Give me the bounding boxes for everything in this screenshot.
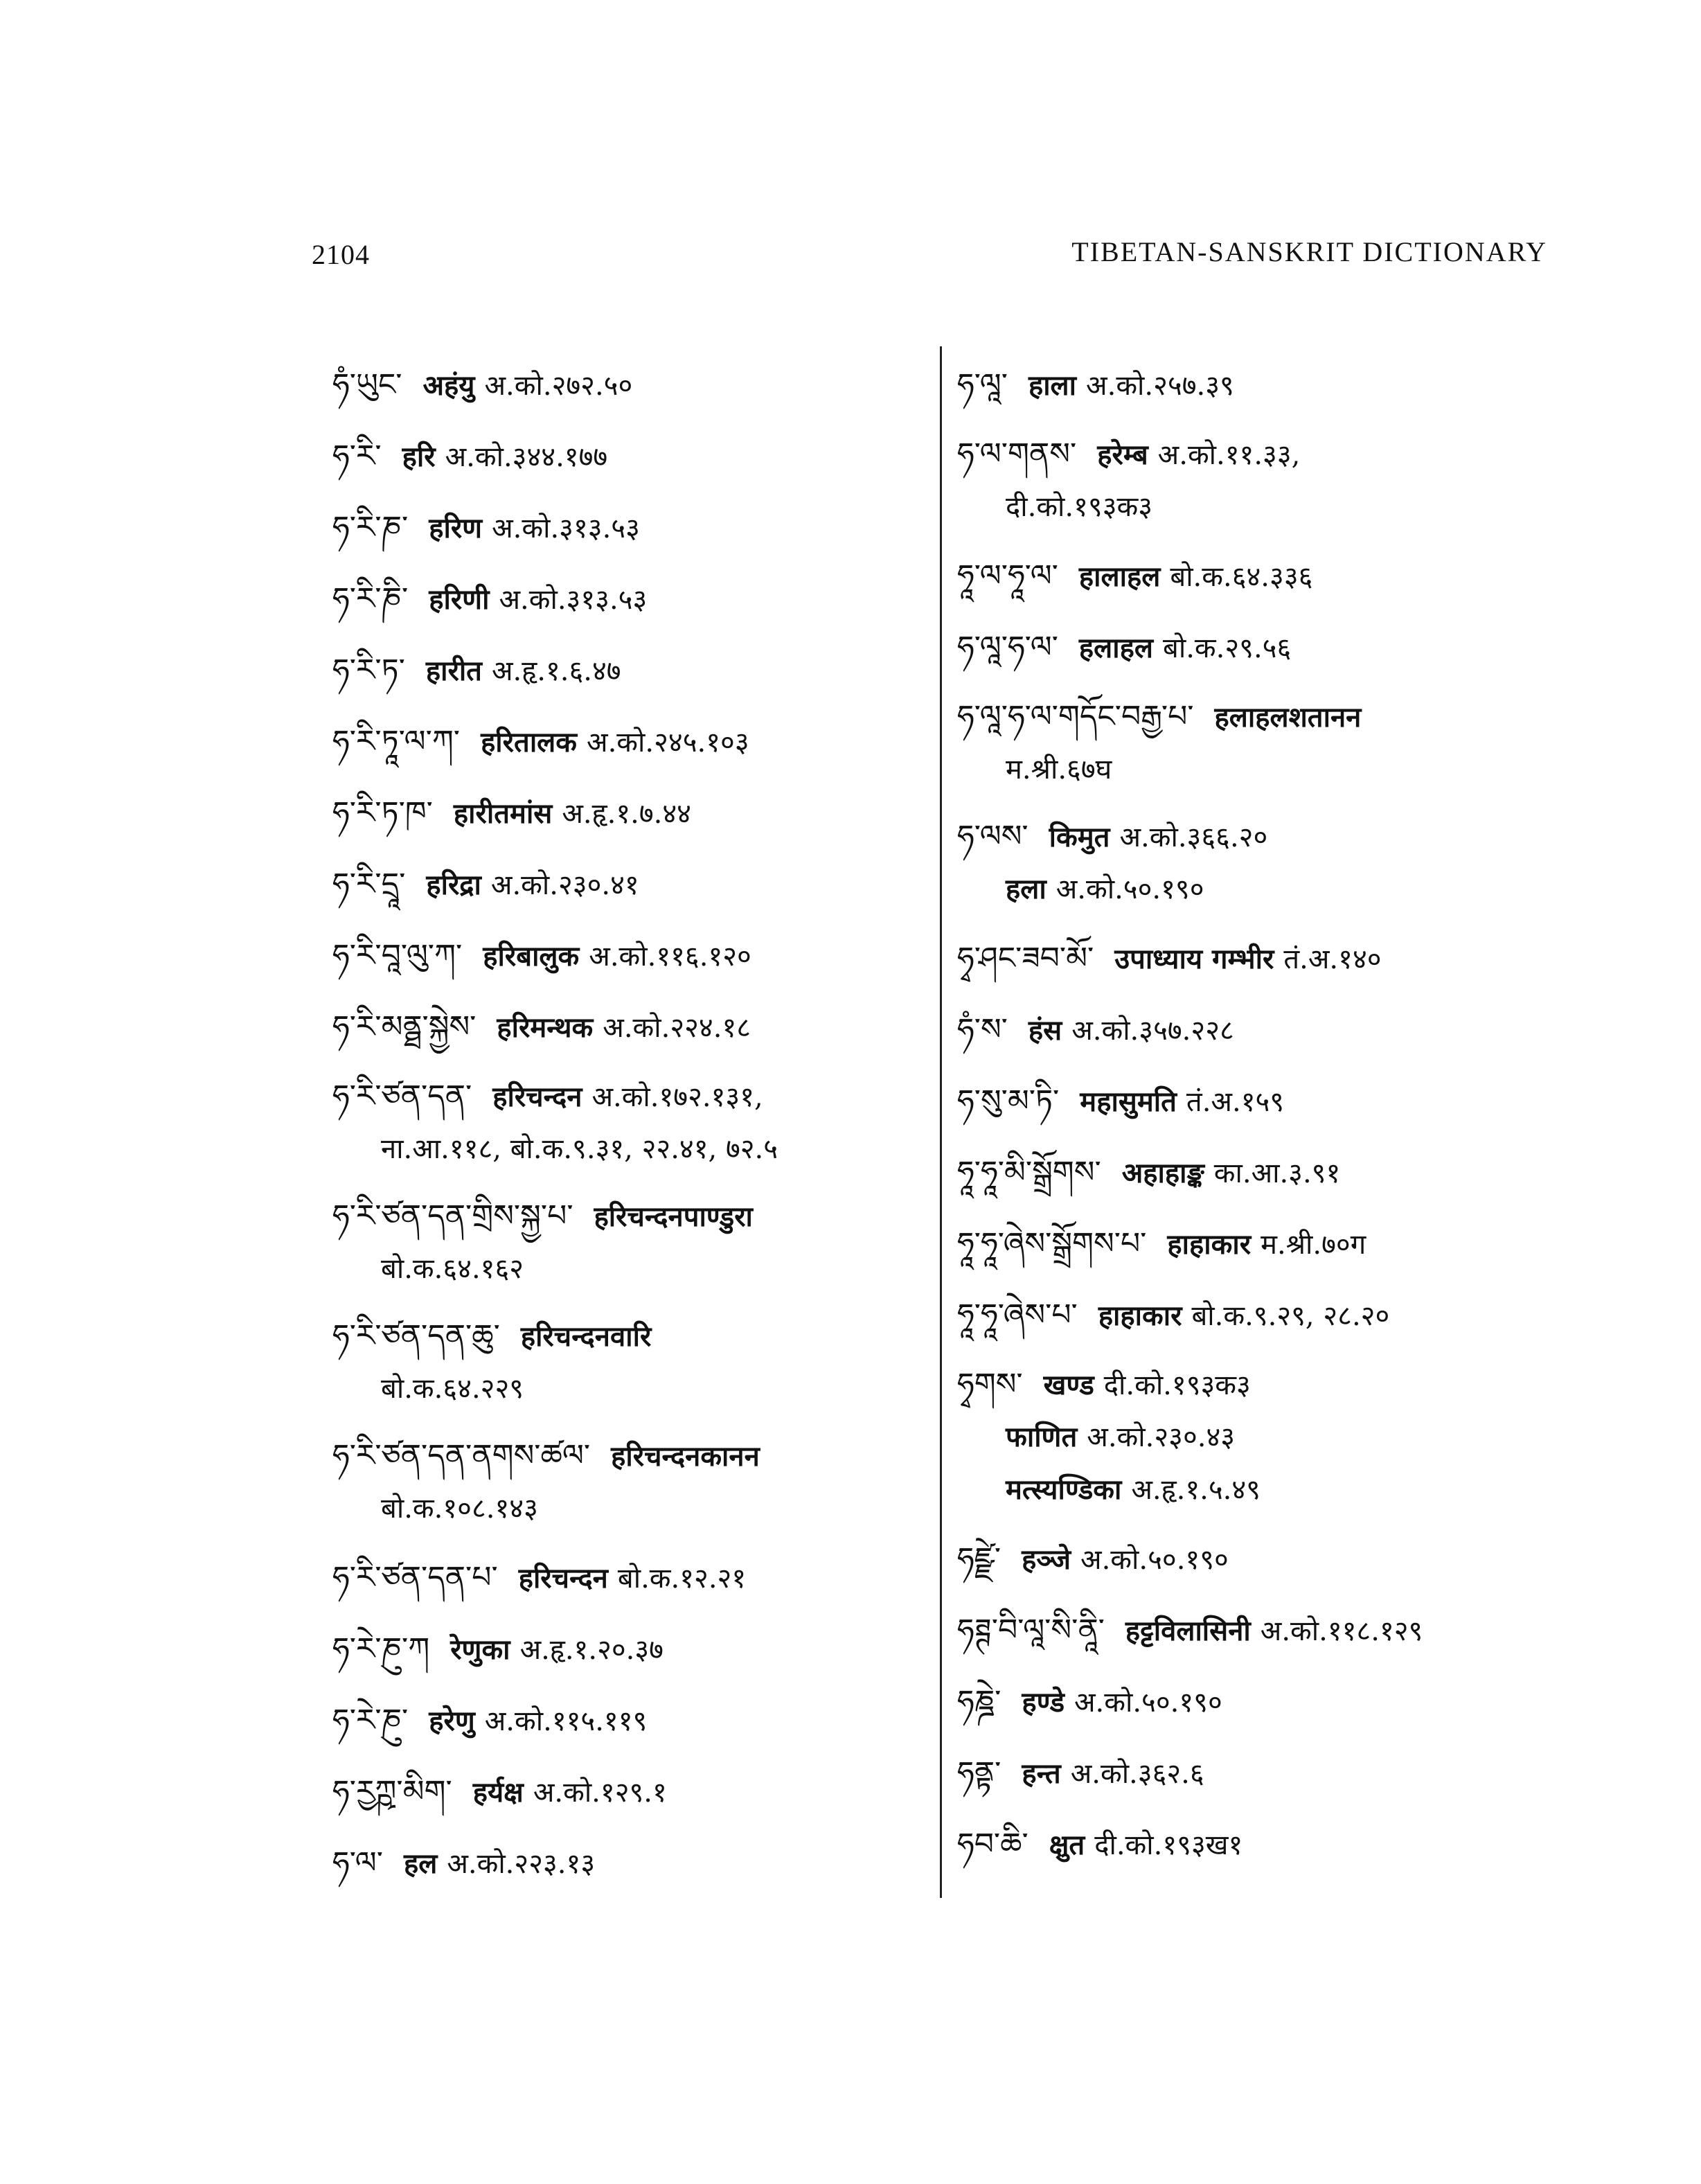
right-column: [957, 350, 1560, 1881]
source-reference: बो.क.६४.३३६: [1170, 561, 1313, 593]
sanskrit-equivalent: हरितालक: [481, 726, 578, 758]
sanskrit-equivalent: हरिचन्दन: [518, 1562, 608, 1595]
source-reference: अ.को.२२३.१३: [447, 1848, 596, 1880]
sanskrit-equivalent: मत्स्यण्डिका: [1006, 1473, 1122, 1506]
sanskrit-equivalent: खण्ड: [1043, 1369, 1094, 1401]
sanskrit-equivalent: हरिबालुक: [483, 940, 580, 973]
source-reference: अ.को.३१३.५३: [499, 584, 648, 616]
sanskrit-equivalent: महासुमति: [1080, 1085, 1177, 1118]
tibetan-headword: ཧ་རྱཀྵ་མིག་: [332, 1774, 452, 1809]
dictionary-entry: [332, 1828, 942, 1899]
tibetan-headword: ཧ་སུ་མ་ཏི་: [957, 1083, 1060, 1119]
source-reference: अ.को.२७२.५०: [484, 370, 633, 402]
dictionary-entry: [332, 1614, 942, 1685]
source-reference: अ.को.११८.१२९: [1260, 1615, 1423, 1647]
entry-continuation: [332, 1121, 942, 1178]
entry-continuation: [957, 1409, 1560, 1466]
tibetan-headword: ཧ་རི་ཙན་དན་: [332, 1078, 472, 1114]
source-reference: अ.हृ.१.६.४७: [491, 655, 621, 687]
source-reference: अ.को.२४५.१०३: [587, 727, 749, 758]
dictionary-entry: [332, 350, 942, 421]
source-reference: अ.को.३६६.२०: [1119, 822, 1268, 853]
dictionary-entry: [957, 1209, 1560, 1280]
dictionary-entry: [332, 1685, 942, 1757]
sanskrit-equivalent: किमुत: [1049, 821, 1110, 853]
tibetan-headword: ཧ་རེ་ཎུ་: [332, 1703, 409, 1738]
tibetan-headword: ཧཱ་ཧཱ་ཞེས་སྒྲོགས་པ་: [957, 1226, 1147, 1261]
dictionary-entry: [332, 778, 942, 849]
dictionary-entry: [957, 541, 1560, 612]
sanskrit-equivalent: हण्डे: [1022, 1686, 1065, 1719]
tibetan-headword: ཧ་རི་དྲཱ་: [332, 867, 406, 902]
source-reference: बो.क.२९.५६: [1163, 632, 1292, 664]
running-title: TIBETAN-SANSKRIT DICTIONARY: [1071, 236, 1547, 267]
source-reference: अ.को.११५.११९: [484, 1705, 648, 1737]
source-reference: अ.को.१७२.१३१,: [591, 1081, 763, 1113]
dictionary-entry: [957, 612, 1560, 684]
source-reference: बो.क.१२.२१: [617, 1563, 747, 1595]
dictionary-entry: [332, 564, 942, 635]
dictionary-entry: [332, 849, 942, 921]
source-reference: बो.क.६४.२२९: [381, 1373, 524, 1405]
column-divider: [940, 346, 942, 1898]
dictionary-entry: [957, 350, 1560, 421]
sanskrit-equivalent: हला: [1006, 873, 1047, 905]
tibetan-headword: ཧཱ་ཧཱ་མི་སྒྲོགས་: [957, 1155, 1101, 1190]
sanskrit-equivalent: हरि: [402, 441, 436, 473]
sanskrit-equivalent: हञ्जे: [1022, 1543, 1071, 1576]
sanskrit-equivalent: हरिद्रा: [426, 869, 481, 901]
sanskrit-equivalent: हल: [403, 1847, 438, 1880]
source-reference: अ.को.३१३.५३: [492, 513, 640, 544]
tibetan-headword: ཧ་རི་: [332, 438, 382, 474]
source-reference: बो.क.१०८.१४३: [381, 1493, 538, 1525]
sanskrit-equivalent: हन्त: [1022, 1757, 1061, 1790]
dictionary-entry: [332, 421, 942, 492]
sanskrit-equivalent: हरिण: [429, 512, 483, 544]
dictionary-entry: [332, 1757, 942, 1828]
source-reference: अ.हृ.१.२०.३७: [519, 1634, 664, 1666]
dictionary-entry: [332, 1543, 942, 1614]
tibetan-headword: ཧ་ལཱ་: [957, 367, 1008, 402]
dictionary-entry: [332, 635, 942, 707]
dictionary-entry: [957, 1809, 1560, 1881]
sanskrit-equivalent: अहाहाङ्क: [1121, 1157, 1204, 1189]
source-reference: अ.को.३४४.१७७: [445, 441, 608, 473]
sanskrit-equivalent: हालाहल: [1078, 560, 1161, 593]
tibetan-headword: ཧ་རེ་ཎུ་ཀ: [332, 1631, 430, 1667]
sanskrit-equivalent: हरिमन्थक: [497, 1011, 594, 1044]
source-reference: अ.को.२५७.३९: [1086, 370, 1234, 402]
page-number: 2104: [312, 239, 370, 270]
source-reference: तं.अ.१४०: [1283, 943, 1382, 975]
sanskrit-equivalent: क्षुत: [1049, 1829, 1085, 1861]
dictionary-entry: [957, 1524, 1560, 1595]
sanskrit-equivalent: हरेम्ब: [1097, 438, 1148, 471]
source-reference: अ.को.१२९.१: [533, 1777, 667, 1809]
sanskrit-equivalent: हरिणी: [429, 583, 490, 616]
entry-continuation: [957, 1462, 1560, 1518]
tibetan-headword: ཧ་རི་ཎ་: [332, 510, 409, 545]
tibetan-headword: ཧ་རི་ཙན་དན་ཆུ་: [332, 1318, 500, 1353]
tibetan-headword: ཧཱ་ཧཱ་ཞེས་པ་: [957, 1297, 1078, 1333]
source-reference: अ.को.३५७.२२८: [1071, 1015, 1234, 1047]
source-reference: अ.को.५०.१९०: [1080, 1544, 1229, 1576]
source-reference: अ.को.३६२.६: [1070, 1758, 1204, 1790]
dictionary-entry: [957, 923, 1560, 995]
tibetan-headword: ཧ་རི་ཙན་དན་གྲིས་སྐྱ་པ་: [332, 1198, 573, 1234]
tibetan-headword: ཧ་རི་མནྠ་སྐྱེས་: [332, 1009, 477, 1045]
tibetan-headword: ཧ་ལཱ་ཧ་ལ་: [957, 630, 1058, 665]
dictionary-entry: [332, 492, 942, 564]
dictionary-entry: [957, 1595, 1560, 1667]
tibetan-headword: ཧཾ་ཡུང་: [332, 367, 402, 402]
dictionary-entry: [957, 1066, 1560, 1137]
dictionary-entry: [957, 1738, 1560, 1809]
dictionary-entry: [332, 992, 942, 1063]
source-reference: अ.हृ.१.७.४४: [562, 798, 691, 830]
left-column: [332, 350, 942, 1899]
sanskrit-equivalent: हरिचन्दनपाण्डुरा: [594, 1200, 753, 1233]
dictionary-entry: [332, 921, 942, 992]
sanskrit-equivalent: हर्यक्ष: [472, 1776, 524, 1809]
source-reference: दी.को.१९३क३: [1006, 491, 1153, 523]
tibetan-headword: ཧཛྫེ་: [957, 1541, 1001, 1577]
tibetan-headword: ཧནྟ་: [957, 1755, 1001, 1791]
source-reference: ना.आ.११८, बो.क.९.३१, २२.४१, ७२.५: [381, 1133, 778, 1165]
sanskrit-equivalent: हारीतमांस: [453, 797, 553, 830]
sanskrit-equivalent: हरेणु: [429, 1705, 475, 1737]
source-reference: अ.को.५०.१९०: [1074, 1687, 1222, 1719]
source-reference: तं.अ.१५९: [1186, 1086, 1285, 1118]
sanskrit-equivalent: हट्टविलासिनी: [1125, 1615, 1251, 1647]
sanskrit-equivalent: हाला: [1028, 369, 1077, 402]
tibetan-headword: ཧྭ་ཤང་ཟབ་མོ་: [957, 941, 1094, 976]
tibetan-headword: ཧཎྜེ་: [957, 1684, 1001, 1719]
tibetan-headword: ཧ་རི་བཱ་ལུ་ཀ་: [332, 938, 463, 973]
sanskrit-equivalent: हारीत: [425, 655, 482, 687]
sanskrit-equivalent: फाणित: [1006, 1421, 1078, 1453]
dictionary-entry: [957, 1667, 1560, 1738]
source-reference: अ.हृ.१.५.४९: [1131, 1474, 1261, 1506]
sanskrit-equivalent: अहंयु: [422, 369, 475, 402]
dictionary-entry: [957, 1137, 1560, 1209]
tibetan-headword: ཧབ་ཆི་: [957, 1827, 1028, 1862]
tibetan-headword: ཧ་རི་ཏ་ཁ་: [332, 795, 433, 831]
source-reference: दी.को.१९३ख१: [1094, 1829, 1243, 1861]
tibetan-headword: ཧཱ་ལ་ཧཱ་ལ་: [957, 558, 1058, 594]
tibetan-headword: ཧཊྚ་བི་ལཱ་སི་ནཱི་: [957, 1613, 1105, 1648]
tibetan-headword: ཧ་རི་ཏ་: [332, 652, 405, 688]
source-reference: म.श्री.७०ग: [1261, 1229, 1366, 1261]
tibetan-headword: ཧ་ལ་: [332, 1845, 383, 1881]
tibetan-headword: ཧ་ལ་གནས་: [957, 436, 1077, 472]
source-reference: अ.को.२२४.१८: [603, 1012, 751, 1044]
tibetan-headword: ཧཾ་ས་: [957, 1012, 1008, 1047]
source-reference: अ.को.११६.१२०: [589, 941, 751, 973]
source-reference: बो.क.९.२९, २८.२०: [1191, 1300, 1390, 1332]
source-reference: का.आ.३.९१: [1213, 1157, 1341, 1189]
tibetan-headword: ཧ་རི་ཙན་དན་པ་: [332, 1560, 498, 1595]
sanskrit-equivalent: हरिचन्दनवारि: [520, 1320, 652, 1353]
source-reference: म.श्री.६७घ: [1006, 754, 1112, 785]
tibetan-headword: ཧ་རི་ཎི་: [332, 581, 409, 616]
source-reference: बो.क.६४.१६२: [381, 1253, 524, 1285]
source-reference: अ.को.११.३३,: [1157, 439, 1301, 471]
tibetan-headword: ཧ་རི་ཙན་དན་ནགས་ཚལ་: [332, 1438, 591, 1473]
sanskrit-equivalent: हलाहल: [1078, 632, 1153, 664]
source-reference: अ.को.२३०.४१: [490, 869, 639, 901]
source-reference: अ.को.५०.१९०: [1056, 873, 1204, 905]
sanskrit-equivalent: हरिचन्दन: [492, 1081, 582, 1113]
tibetan-headword: ཧ་རི་ཏཱ་ལ་ཀ་: [332, 724, 461, 759]
dictionary-entry: [957, 1280, 1560, 1351]
source-reference: अ.को.२३०.४३: [1087, 1421, 1236, 1453]
sanskrit-equivalent: हंस: [1028, 1014, 1062, 1047]
sanskrit-equivalent: उपाध्याय गम्भीर: [1114, 943, 1274, 975]
tibetan-headword: ཧ་ལཱ་ཧ་ལ་གདོང་བརྒྱ་པ་: [957, 699, 1194, 734]
dictionary-entry: [957, 995, 1560, 1066]
dictionary-entry: [332, 707, 942, 778]
tibetan-headword: ཧྭགས་: [957, 1367, 1023, 1402]
sanskrit-equivalent: रेणुका: [450, 1633, 510, 1666]
sanskrit-equivalent: हरिचन्दनकानन: [611, 1440, 760, 1473]
sanskrit-equivalent: हाहाकार: [1098, 1299, 1182, 1332]
sanskrit-equivalent: हलाहलशतानन: [1214, 701, 1362, 734]
tibetan-headword: ཧ་ལས་: [957, 819, 1028, 854]
sanskrit-equivalent: हाहाकार: [1167, 1228, 1252, 1261]
source-reference: दी.को.१९३क३: [1103, 1369, 1251, 1401]
